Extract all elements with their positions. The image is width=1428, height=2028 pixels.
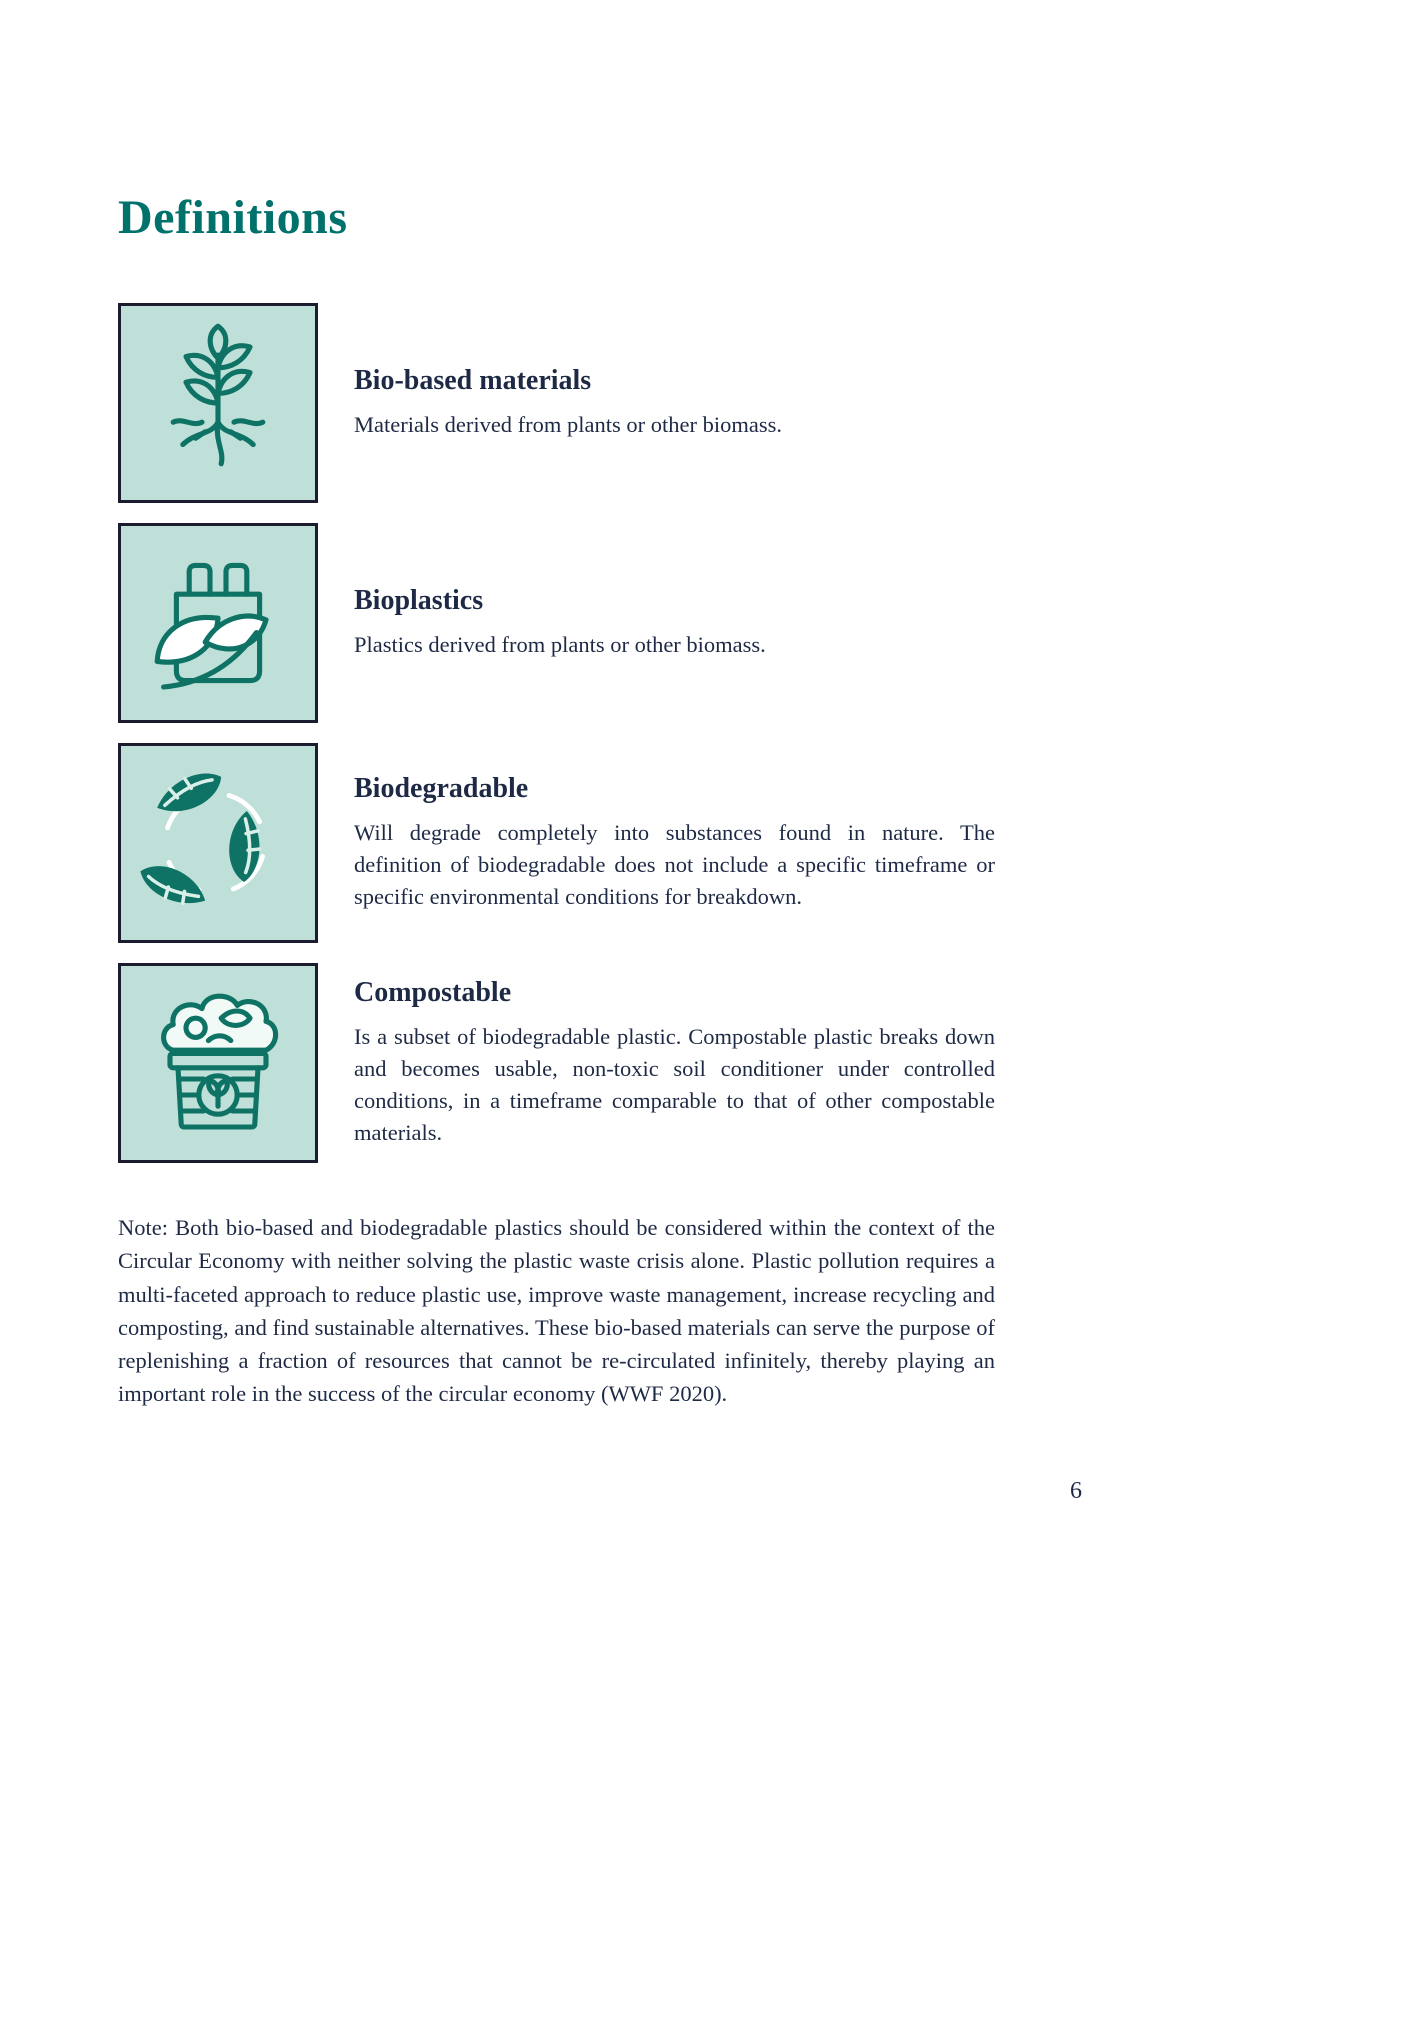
definition-entry-compostable: [118, 963, 995, 1163]
page-title: Definitions: [118, 191, 348, 244]
definitions-list: [118, 303, 995, 1163]
icon-box: [118, 743, 318, 943]
definition-entry-bio-based: [118, 303, 995, 503]
entry-text-block: [354, 365, 995, 441]
plastic-bag-leaf-icon: [138, 543, 298, 703]
entry-text-block: [354, 773, 995, 913]
icon-box: [118, 523, 318, 723]
definition-entry-bioplastics: [118, 523, 995, 723]
entry-title: Bio-based materials: [354, 365, 592, 397]
definition-entry-biodegradable: [118, 743, 995, 943]
entry-body: Plastics derived from plants or other biomass.: [354, 632, 766, 658]
leaf-cycle-icon: [138, 763, 298, 923]
entry-body: Materials derived from plants or other biomass.: [354, 412, 783, 438]
entry-title: Bioplastics: [354, 585, 484, 617]
entry-title: Compostable: [354, 977, 512, 1009]
entry-body: Will degrade completely into substances found in nature. The definition of biodegradable does not include a specific timeframe or specific environmental conditions for breakdown.: [354, 820, 995, 909]
icon-box: [118, 303, 318, 503]
entry-title: Biodegradable: [354, 773, 529, 805]
page-number: 6: [1070, 1478, 1082, 1504]
entry-body: Is a subset of biodegradable plastic. Compostable plastic breaks down and becomes usable, non-toxic soil conditioner under controlled conditions, in a timeframe comparable to that of other compostable materials.: [354, 1024, 995, 1145]
entry-text-block: [354, 977, 995, 1149]
icon-box: [118, 963, 318, 1163]
compost-bin-icon: [138, 983, 298, 1143]
seedling-roots-icon: [138, 323, 298, 483]
entry-text-block: [354, 585, 995, 661]
note-paragraph: Note: Both bio-based and biodegradable plastics should be considered within the context of the Circular Economy with neither solving the plastic waste crisis alone. Plastic pollution requires a multi-faceted approach to reduce plastic use, improve waste management, increase recycling and composting, and find sustainable alternatives. These bio-based materials can serve the purpose of replenishing a fraction of resources that cannot be re-circulated infinitely, thereby playing an important role in the success of the circular economy (WWF 2020).: [118, 1215, 995, 1407]
